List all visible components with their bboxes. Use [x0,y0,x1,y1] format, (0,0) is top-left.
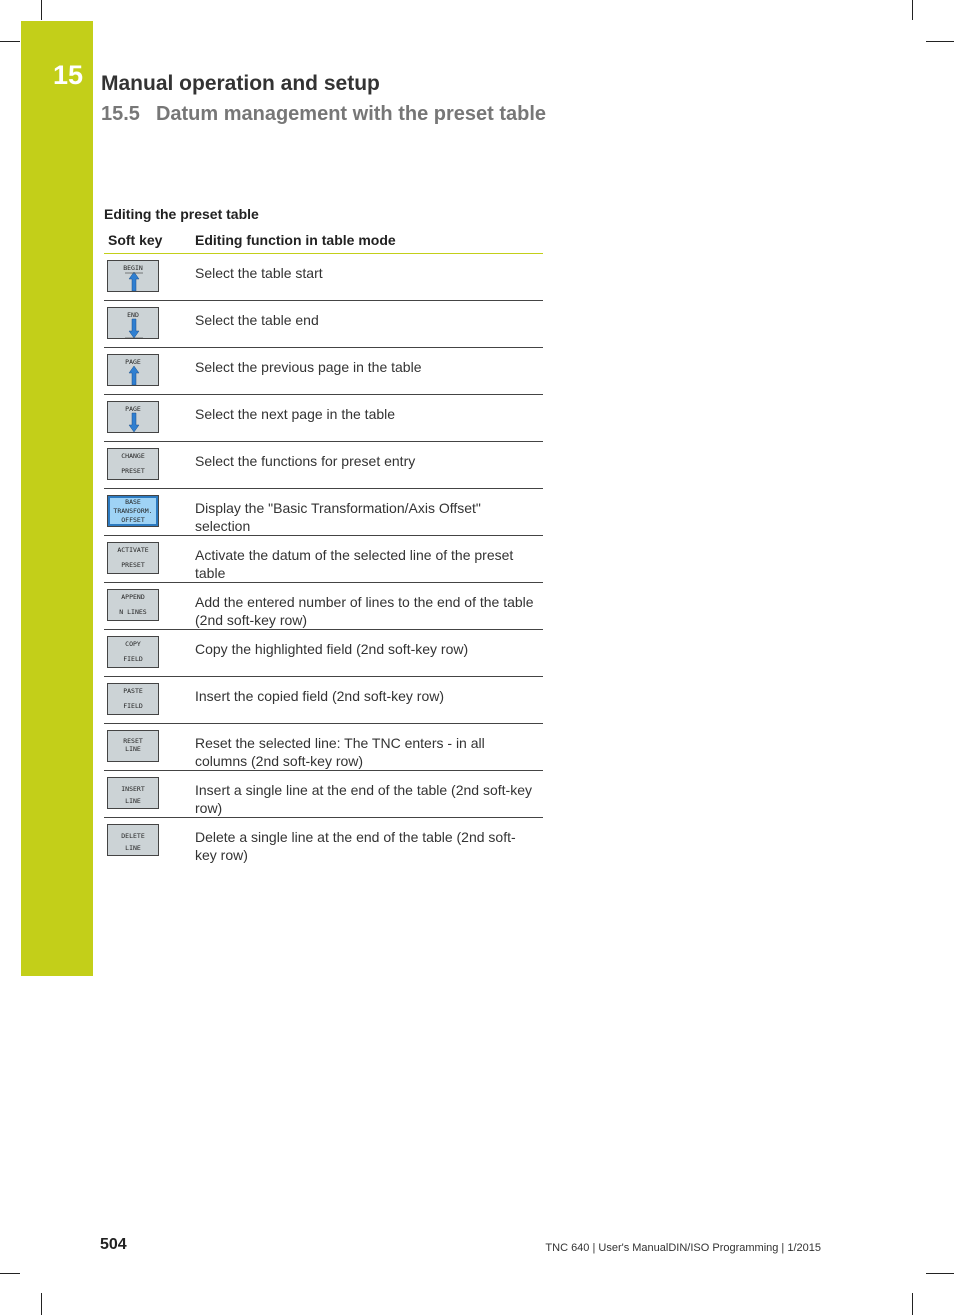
softkey-label: END [127,311,139,319]
function-description: Select the previous page in the table [195,359,422,375]
arrow-up-icon-shape [129,272,139,291]
softkey-base-transform-offset-button[interactable] [107,495,159,527]
section-title-text: Datum management with the preset table [155,103,547,125]
section-title [101,103,546,126]
softkey-label: OFFSET [121,516,145,524]
softkey-label: DELETE [121,832,145,840]
crop-mark [912,0,913,20]
softkey-page-button[interactable] [107,354,159,386]
table-row [104,818,543,864]
softkey-cell [104,724,191,770]
column-header-softkey: Soft key [108,231,163,248]
softkey-label: RESET [123,737,143,745]
function-description: Reset the selected line: The TNC enters - in all columns (2nd soft-key row) [195,735,485,769]
table-row [104,348,543,395]
softkey-label: LINE [125,797,141,805]
function-description: Activate the datum of the selected line of the preset table [195,547,514,581]
footer-text: TNC 640 | User's ManualDIN/ISO Programming | 1/2015 [545,1242,821,1254]
softkey-label: PAGE [125,358,141,366]
softkey-cell [104,771,191,817]
softkey-reset-line-button[interactable] [107,730,159,762]
function-description: Display the "Basic Transformation/Axis Offset" selection [195,500,481,534]
softkey-cell [104,630,191,676]
softkey-label: CHANGE [121,452,145,460]
table-row [104,442,543,489]
table-row [104,724,543,771]
softkey-activate-preset-button[interactable] [107,542,159,574]
softkey-page-button[interactable] [107,401,159,433]
table-row [104,254,543,301]
softkey-cell [104,489,191,535]
softkey-delete-line-button[interactable] [107,824,159,856]
softkey-change-preset-button[interactable] [107,448,159,480]
softkey-cell [104,254,191,300]
table-caption: Editing the preset table [104,206,259,222]
softkey-label: BASE [125,498,141,506]
crop-mark [926,41,954,42]
softkey-label: FIELD [123,655,143,663]
table-row [104,536,543,583]
arrow-down-icon [108,308,159,339]
column-header-function: Editing function in table mode [195,231,396,248]
function-description: Delete a single line at the end of the table (2nd soft-key row) [195,829,516,863]
function-description: Select the next page in the table [195,406,396,422]
arrow-down-icon-shape [129,319,139,338]
softkey-cell [104,583,191,629]
crop-mark [926,1273,954,1274]
softkey-label: FIELD [123,702,143,710]
softkey-label: N LINES [119,608,147,616]
softkey-cell [104,348,191,394]
softkey-cell [104,301,191,347]
crop-mark [0,1273,20,1274]
crop-mark [912,1293,913,1315]
table-row [104,489,543,536]
softkey-label: ACTIVATE [117,546,149,554]
softkey-label: APPEND [121,593,145,601]
softkey-copy-field-button[interactable] [107,636,159,668]
page-number: 504 [100,1236,127,1253]
chapter-number: 15 [53,60,84,90]
softkey-label: COPY [125,640,141,648]
softkey-label: INSERT [121,785,145,793]
function-description: Select the table end [195,312,319,328]
function-description: Add the entered number of lines to the end of the table (2nd soft-key row) [195,594,534,628]
softkey-cell [104,536,191,582]
softkey-label: LINE [125,844,141,852]
arrow-down-icon [108,402,159,433]
table-row [104,771,543,818]
chapter-sidebar [21,21,93,976]
table-row [104,395,543,442]
softkey-label: PRESET [121,467,145,475]
softkey-append-nlines-button[interactable] [107,589,159,621]
table-header [104,226,543,254]
softkey-cell [104,395,191,441]
arrow-down-icon-shape [129,413,139,432]
crop-mark [0,41,20,42]
softkey-cell [104,818,191,864]
table-row [104,583,543,630]
table-body [104,254,543,864]
softkey-end-button[interactable] [107,307,159,339]
softkey-label: PASTE [123,687,143,695]
arrow-up-icon [108,355,159,386]
function-description: Select the functions for preset entry [195,453,416,469]
softkey-paste-field-button[interactable] [107,683,159,715]
crop-mark [41,0,42,20]
softkey-label: TRANSFORM. [113,507,153,515]
softkey-label: PRESET [121,561,145,569]
table-row [104,301,543,348]
softkey-cell [104,677,191,723]
arrow-up-icon [108,261,159,292]
crop-mark [41,1293,42,1315]
function-description: Insert a single line at the end of the table (2nd soft-key row) [195,782,532,816]
section-number: 15.5 [101,103,140,125]
function-description: Copy the highlighted field (2nd soft-key row) [195,641,469,657]
function-description: Insert the copied field (2nd soft-key row) [195,688,445,704]
softkey-begin-button[interactable] [107,260,159,292]
softkey-cell [104,442,191,488]
softkey-label: PAGE [125,405,141,413]
table-row [104,677,543,724]
softkey-table [104,226,543,864]
softkey-label: BEGIN [123,264,143,272]
softkey-insert-line-button[interactable] [107,777,159,809]
table-row [104,630,543,677]
softkey-label: LINE [125,745,141,753]
arrow-up-icon-shape [129,366,139,385]
chapter-title: Manual operation and setup [101,72,380,95]
function-description: Select the table start [195,265,323,281]
